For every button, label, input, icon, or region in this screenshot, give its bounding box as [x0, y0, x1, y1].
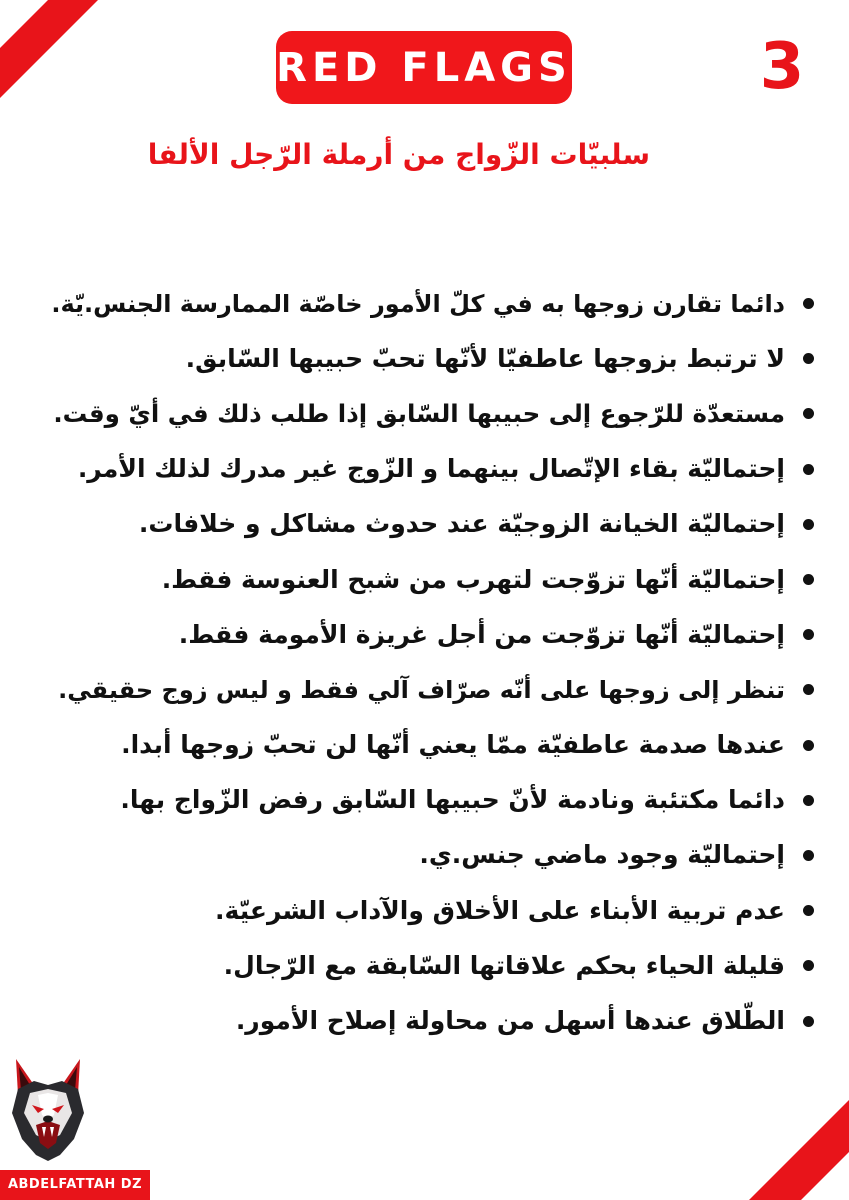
list-item [40, 883, 820, 938]
list-item-text: عدم تربية الأبناء على الأخلاق والآداب الشرعيّة. [215, 895, 785, 925]
bullet-icon [803, 464, 814, 475]
bullet-icon [803, 408, 814, 419]
list-item-text: إحتماليّة أنّها تزوّجت من أجل غريزة الأمومة فقط. [178, 619, 785, 649]
list-item [40, 331, 820, 386]
list-item [40, 662, 820, 717]
bullet-icon [803, 574, 814, 585]
list-item-text: دائما مكتئبة ونادمة لأنّ حبيبها السّابق رفض الزّواج بها. [120, 785, 785, 815]
page-subtitle: سلبيّات الزّواج من أرملة الرّجل الألفا [147, 138, 650, 171]
list-item [40, 828, 820, 883]
list-item-text: إحتماليّة وجود ماضي جنس.ي. [419, 840, 785, 870]
title-badge [276, 31, 572, 104]
list-item [40, 442, 820, 497]
page-title: RED FLAGS [276, 44, 572, 91]
list-item [40, 993, 820, 1048]
list-item-text: دائما تقارن زوجها به في كلّ الأمور خاصّة الممارسة الجنس.يّة. [51, 289, 785, 318]
bullet-icon [803, 795, 814, 806]
list-item-text: قليلة الحياء بحكم علاقاتها السّابقة مع الرّجال. [223, 950, 785, 980]
bullet-icon [803, 850, 814, 861]
list-item-text: إحتماليّة الخيانة الزوجيّة عند حدوث مشاكل و خلافات. [138, 509, 785, 539]
bullet-icon [803, 629, 814, 640]
list-item [40, 773, 820, 828]
list-item-text: الطّلاق عندها أسهل من محاولة إصلاح الأمور. [235, 1006, 785, 1036]
list-item-text: مستعدّة للرّجوع إلى حبيبها السّابق إذا طلب ذلك في أيّ وقت. [53, 398, 785, 428]
list-item [40, 718, 820, 773]
bullet-icon [803, 298, 814, 309]
bullet-icon [803, 905, 814, 916]
page-number: 3 [759, 30, 805, 104]
list-item-text: إحتماليّة أنّها تزوّجت لتهرب من شبح العنوسة فقط. [161, 564, 785, 594]
list-item-text: إحتماليّة بقاء الإتّصال بينهما و الزّوج غير مدرك لذلك الأمر. [77, 454, 785, 484]
bullet-icon [803, 519, 814, 530]
list-item [40, 386, 820, 441]
bullet-icon [803, 353, 814, 364]
bullet-icon [803, 684, 814, 695]
corner-stripe-bottom-right [719, 1070, 849, 1200]
corner-stripe-top-left [0, 0, 130, 130]
brand-label: ABDELFATTAH DZ [0, 1170, 150, 1200]
list-item [40, 938, 820, 993]
list-item-text: تنظر إلى زوجها على أنّه صرّاف آلي فقط و ليس زوج حقيقي. [58, 675, 785, 704]
list-item [40, 276, 820, 331]
bullet-icon [803, 960, 814, 971]
red-flag-list [40, 276, 820, 1049]
list-item [40, 607, 820, 662]
bullet-icon [803, 1016, 814, 1027]
bullet-icon [803, 740, 814, 751]
list-item [40, 552, 820, 607]
wolf-head-icon [8, 1055, 88, 1165]
list-item [40, 497, 820, 552]
list-item-text: عندها صدمة عاطفيّة ممّا يعني أنّها لن تحبّ زوجها أبدا. [121, 730, 785, 760]
list-item-text: لا ترتبط بزوجها عاطفيّا لأنّها تحبّ حبيبها السّابق. [185, 343, 785, 373]
